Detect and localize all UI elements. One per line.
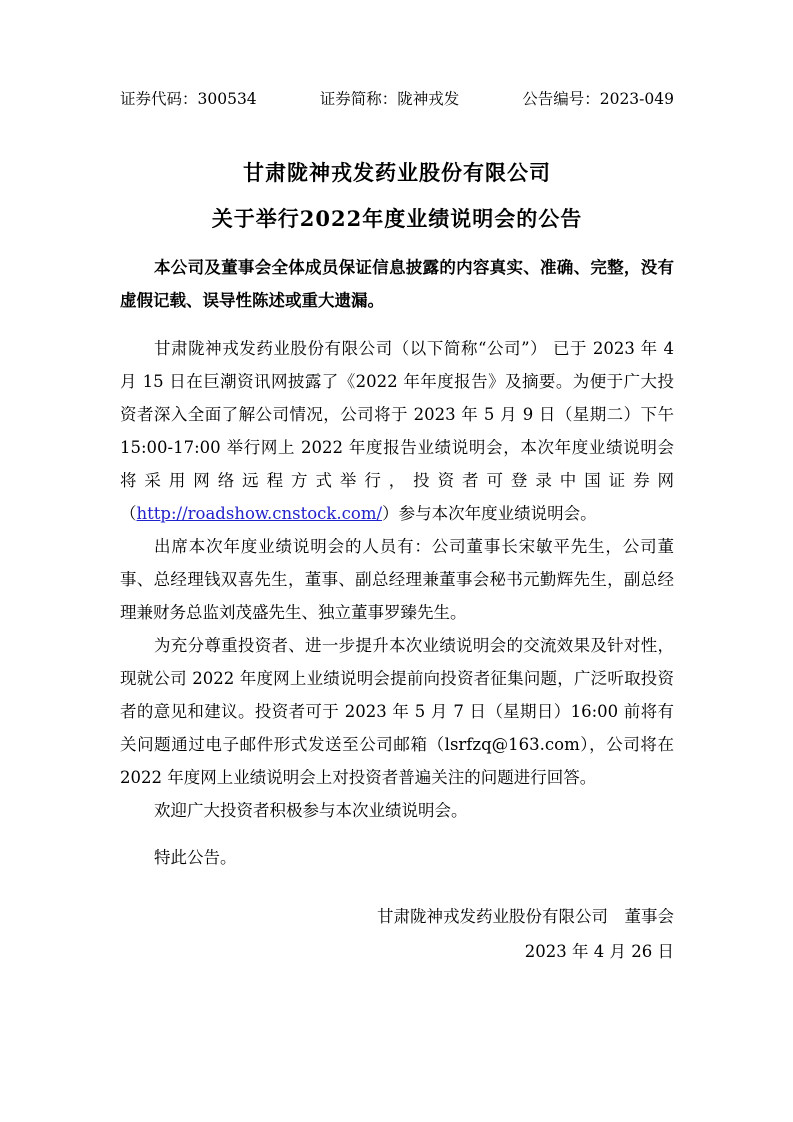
disclaimer-statement: 本公司及董事会全体成员保证信息披露的内容真实、准确、完整，没有虚假记载、误导性陈述或重大遗漏。 <box>120 258 674 310</box>
stock-code-label: 证券代码：300534 <box>120 90 257 108</box>
paragraph-meeting-info-tail: ）参与本次年度业绩说明会。 <box>382 504 597 523</box>
paragraph-welcome: 欢迎广大投资者积极参与本次业绩说明会。 <box>154 801 468 820</box>
paragraph-meeting-info-text: 甘肃陇神戎发药业股份有限公司（以下简称“公司”） 已于 2023 年 4 月 15 日在巨潮资讯网披露了《2022 年年度报告》及摘要。为便于广大投资者深入全面了解公司情况，公司将于 2023 年 5 月 9 日（星期二）下午 15:00-17:00 举行网上 2022 年度报告业绩说明会，本次年度业绩说明会将采用网络远程方式举行，投资者可登录中国证券网（ <box>120 339 674 523</box>
paragraph-attendees: 出席本次年度业绩说明会的人员有：公司董事长宋敏平先生，公司董事、总经理钱双喜先生，董事、副总经理兼董事会秘书元勤辉先生，副总经理兼财务总监刘茂盛先生、独立董事罗臻先生。 <box>120 537 674 622</box>
signature-date: 2023 年 4 月 26 日 <box>524 942 674 961</box>
announcement-body <box>120 332 674 874</box>
stock-name-label: 证券简称：陇神戎发 <box>319 90 460 108</box>
announcement-title: 关于举行2022年度业绩说明会的公告 <box>211 206 583 231</box>
roadshow-url-link[interactable]: http://roadshow.cnstock.com/ <box>136 504 383 523</box>
closing-statement: 特此公告。 <box>154 848 237 867</box>
title-block <box>120 150 674 242</box>
signature-block <box>120 899 674 969</box>
company-name-title: 甘肃陇神戎发药业股份有限公司 <box>243 160 551 185</box>
signature-company: 甘肃陇神戎发药业股份有限公司 董事会 <box>377 907 674 926</box>
paragraph-meeting-info <box>120 332 674 530</box>
announcement-number-label: 公告编号：2023-049 <box>522 90 674 108</box>
document-header <box>120 88 674 110</box>
paragraph-question-collection: 为充分尊重投资者、进一步提升本次业绩说明会的交流效果及针对性，现就公司 2022 年度网上业绩说明会提前向投资者征集问题，广泛听取投资者的意见和建议。投资者可于 2023 年 5 月 7 日（星期日）16:00 前将有关问题通过电子邮件形式发送至公司邮箱（lsrfzq@163.com），公司将在 2022 年度网上业绩说明会上对投资者普遍关注的问题进行回答。 <box>120 636 674 787</box>
